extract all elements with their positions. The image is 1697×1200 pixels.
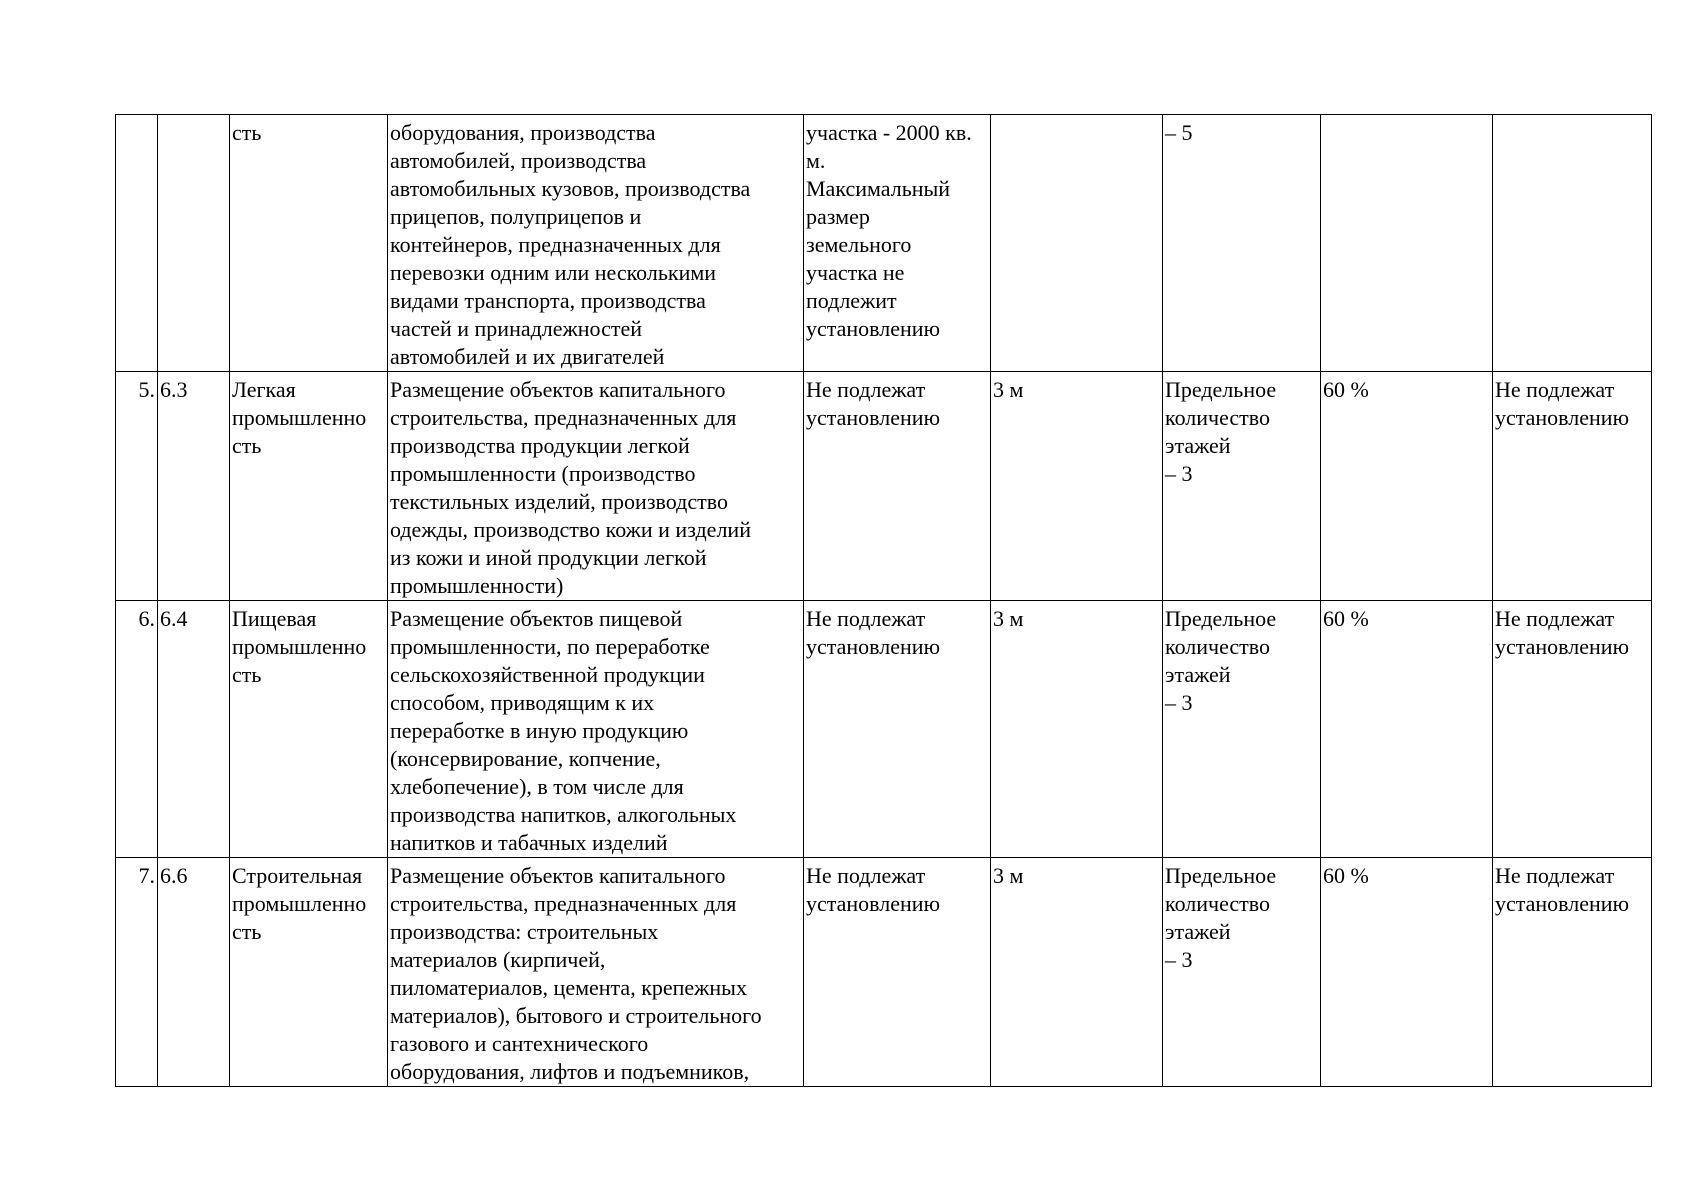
use-code-cell: 6.3 [158, 372, 230, 601]
plot-size-cell: Не подлежат установлению [804, 372, 991, 601]
plot-size-cell: Не подлежат установлению [804, 601, 991, 858]
use-name-cell: Пищевая промышленно сть [230, 601, 388, 858]
table-row [116, 115, 1652, 372]
table-row [116, 601, 1652, 858]
other-params-cell [1493, 115, 1652, 372]
setback-cell: 3 м [991, 372, 1163, 601]
coverage-cell [1321, 115, 1493, 372]
row-number-cell [116, 115, 158, 372]
floors-cell: Предельное количество этажей – 3 [1163, 372, 1321, 601]
plot-size-cell: Не подлежат установлению [804, 858, 991, 1087]
plot-size-cell: участка - 2000 кв. м. Максимальный размер земельного участка не подлежит установлению [804, 115, 991, 372]
use-description-cell: Размещение объектов пищевой промышленности, по переработке сельскохозяйственной продукции способом, приводящим к их переработке в иную продукцию (консервирование, копчение, хлебопечение), в том числе для производства напитков, алкогольных напитков и табачных изделий [388, 601, 804, 858]
table-row [116, 372, 1652, 601]
use-description-cell: оборудования, производства автомобилей, производства автомобильных кузовов, производства прицепов, полуприцепов и контейнеров, предназначенных для перевозки одним или несколькими видами транспорта, производства частей и принадлежностей автомобилей и их двигателей [388, 115, 804, 372]
other-params-cell: Не подлежат установлению [1493, 601, 1652, 858]
coverage-cell: 60 % [1321, 372, 1493, 601]
row-number-cell: 5. [116, 372, 158, 601]
use-name-cell: Легкая промышленно сть [230, 372, 388, 601]
use-description-cell: Размещение объектов капитального строительства, предназначенных для производства: строительных материалов (кирпичей, пиломатериалов, цемента, крепежных материалов), бытового и строительного газового и сантехнического оборудования, лифтов и подъемников, [388, 858, 804, 1087]
floors-cell: Предельное количество этажей – 3 [1163, 858, 1321, 1087]
land-use-table [115, 114, 1652, 1087]
setback-cell: 3 м [991, 601, 1163, 858]
table-row [116, 858, 1652, 1087]
use-code-cell [158, 115, 230, 372]
floors-cell: Предельное количество этажей – 3 [1163, 601, 1321, 858]
row-number-cell: 6. [116, 601, 158, 858]
other-params-cell: Не подлежат установлению [1493, 858, 1652, 1087]
use-name-cell: Строительная промышленно сть [230, 858, 388, 1087]
use-name-cell: сть [230, 115, 388, 372]
coverage-cell: 60 % [1321, 858, 1493, 1087]
coverage-cell: 60 % [1321, 601, 1493, 858]
row-number-cell: 7. [116, 858, 158, 1087]
floors-cell: – 5 [1163, 115, 1321, 372]
use-description-cell: Размещение объектов капитального строительства, предназначенных для производства продукции легкой промышленности (производство текстильных изделий, производство одежды, производство кожи и изделий из кожи и иной продукции легкой промышленности) [388, 372, 804, 601]
other-params-cell: Не подлежат установлению [1493, 372, 1652, 601]
setback-cell [991, 115, 1163, 372]
setback-cell: 3 м [991, 858, 1163, 1087]
use-code-cell: 6.4 [158, 601, 230, 858]
use-code-cell: 6.6 [158, 858, 230, 1087]
